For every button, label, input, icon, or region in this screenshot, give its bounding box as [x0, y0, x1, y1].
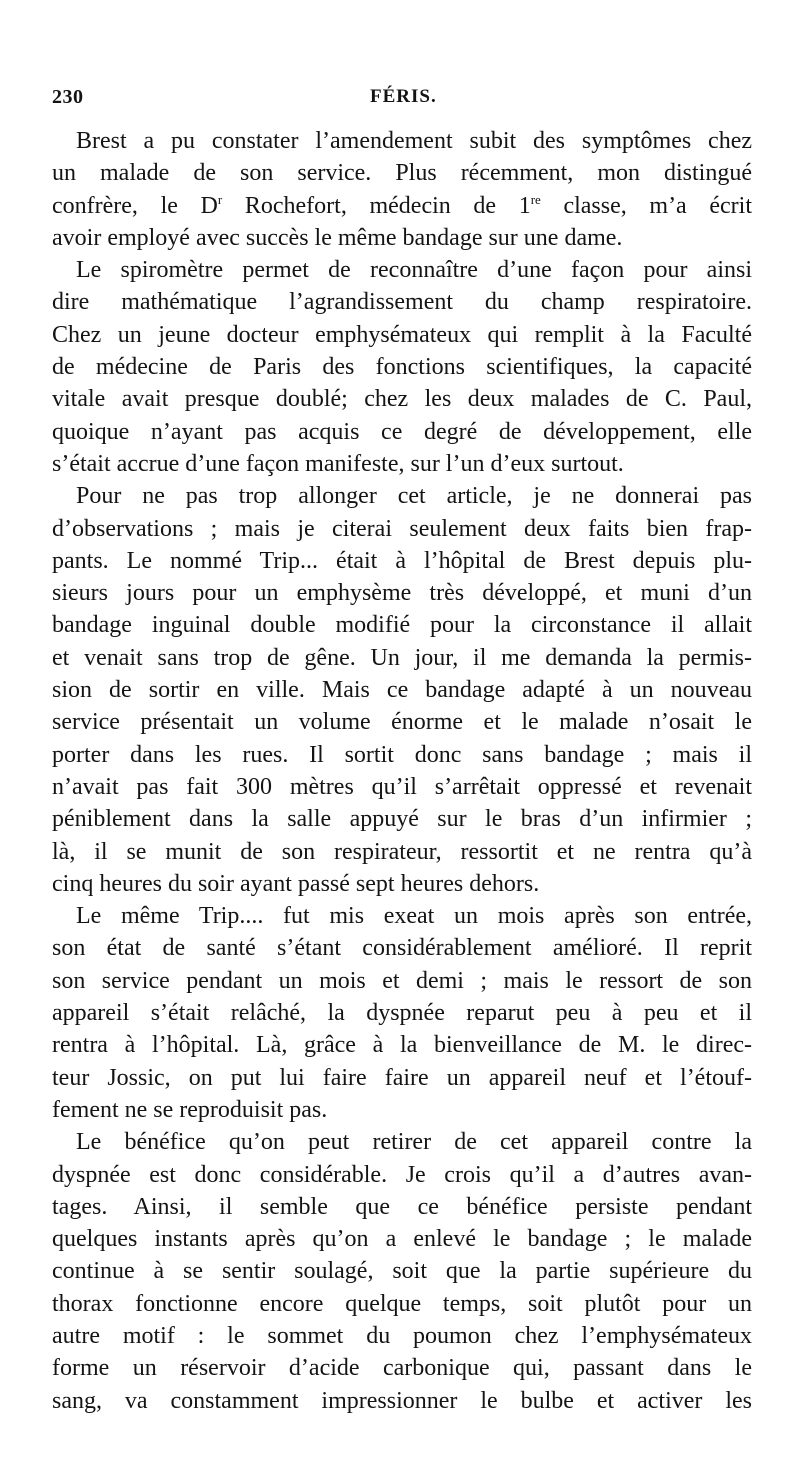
text-line: porter dans les rues. Il sortit donc sans bandage ; mais il: [52, 741, 752, 768]
text-line: Le spiromètre permet de reconnaître d’une façon pour ainsi: [76, 257, 752, 284]
text-line: d’observations ; mais je citerai seulement deux faits bien frap-: [52, 515, 752, 542]
text-line: et venait sans trop de gêne. Un jour, il me demanda la permis-: [52, 644, 752, 671]
text-line: là, il se munit de son respirateur, ressortit et ne rentra qu’à: [52, 838, 752, 865]
text-line: vitale avait presque doublé; chez les deux malades de C. Paul,: [52, 386, 752, 413]
body-text: [52, 125, 752, 1417]
text-line: bandage inguinal double modifié pour la circonstance il allait: [52, 612, 752, 639]
text-line: Chez un jeune docteur emphysémateux qui remplit à la Faculté: [52, 321, 752, 348]
text-line: de médecine de Paris des fonctions scientifiques, la capacité: [52, 354, 752, 381]
text-line: son service pendant un mois et demi ; mais le ressort de son: [52, 967, 752, 994]
text-line: quoique n’ayant pas acquis ce degré de développement, elle: [52, 418, 752, 445]
text-line: sieurs jours pour un emphysème très développé, et muni d’un: [52, 580, 752, 607]
page-header: [52, 86, 752, 110]
text-line: péniblement dans la salle appuyé sur le bras d’un infirmier ;: [52, 806, 752, 833]
text-line: son état de santé s’étant considérablement amélioré. Il reprit: [52, 935, 752, 962]
paragraph: [52, 480, 752, 900]
text-line: continue à se sentir soulagé, soit que la partie supérieure du: [52, 1258, 752, 1285]
text-segment: confrère, le D: [52, 192, 218, 219]
text-line: cinq heures du soir ayant passé sept heures dehors.: [52, 870, 540, 897]
paragraph: [52, 1126, 752, 1417]
text-line: avoir employé avec succès le même bandage sur une dame.: [52, 224, 623, 251]
text-line: teur Jossic, on put lui faire faire un appareil neuf et l’étouf-: [52, 1064, 752, 1091]
page-number: 230: [52, 86, 84, 108]
text-segment: classe, m’a écrit: [540, 192, 752, 219]
text-line: dire mathématique l’agrandissement du champ respiratoire.: [52, 289, 752, 316]
paragraph: [52, 254, 752, 480]
text-line: forme un réservoir d’acide carbonique qui, passant dans le: [52, 1355, 752, 1382]
superscript: r: [217, 191, 223, 207]
text-line: Le même Trip.... fut mis exeat un mois après son entrée,: [76, 903, 752, 930]
text-line: tages. Ainsi, il semble que ce bénéfice persiste pendant: [52, 1193, 752, 1220]
text-line: Le bénéfice qu’on peut retirer de cet appareil contre la: [76, 1129, 752, 1156]
text-line: thorax fonctionne encore quelque temps, soit plutôt pour un: [52, 1290, 752, 1317]
text-line: dyspnée est donc considérable. Je crois qu’il a d’autres avan-: [52, 1161, 752, 1188]
text-line: rentra à l’hôpital. Là, grâce à la bienveillance de M. le direc-: [52, 1032, 752, 1059]
running-head: FÉRIS.: [370, 86, 437, 107]
text-line: service présentait un volume énorme et le malade n’osait le: [52, 709, 752, 736]
text-line: appareil s’était relâché, la dyspnée reparut peu à peu et il: [52, 1000, 752, 1027]
text-line: Pour ne pas trop allonger cet article, je ne donnerai pas: [76, 483, 752, 510]
text-line: sang, va constamment impressionner le bulbe et activer les: [52, 1387, 752, 1414]
text-line: Brest a pu constater l’amendement subit des symptômes chez: [76, 128, 752, 154]
text-line: sion de sortir en ville. Mais ce bandage adapté à un nouveau: [52, 677, 752, 704]
text-segment: Rochefort, médecin de 1: [222, 192, 531, 219]
text-line: pants. Le nommé Trip... était à l’hôpital de Brest depuis plu-: [52, 547, 752, 574]
text-line: n’avait pas fait 300 mètres qu’il s’arrêtait oppressé et revenait: [52, 773, 752, 800]
paragraph: [52, 125, 752, 254]
paragraph: [52, 900, 752, 1126]
text-line: autre motif : le sommet du poumon chez l’emphysémateux: [52, 1322, 752, 1349]
text-line: s’était accrue d’une façon manifeste, sur l’un d’eux surtout.: [52, 450, 624, 477]
superscript: re: [530, 191, 541, 207]
text-line: [52, 190, 752, 222]
text-line: quelques instants après qu’on a enlevé le bandage ; le malade: [52, 1226, 752, 1253]
text-line: un malade de son service. Plus récemment, mon distingué: [52, 160, 752, 187]
text-line: fement ne se reproduisit pas.: [52, 1096, 328, 1123]
